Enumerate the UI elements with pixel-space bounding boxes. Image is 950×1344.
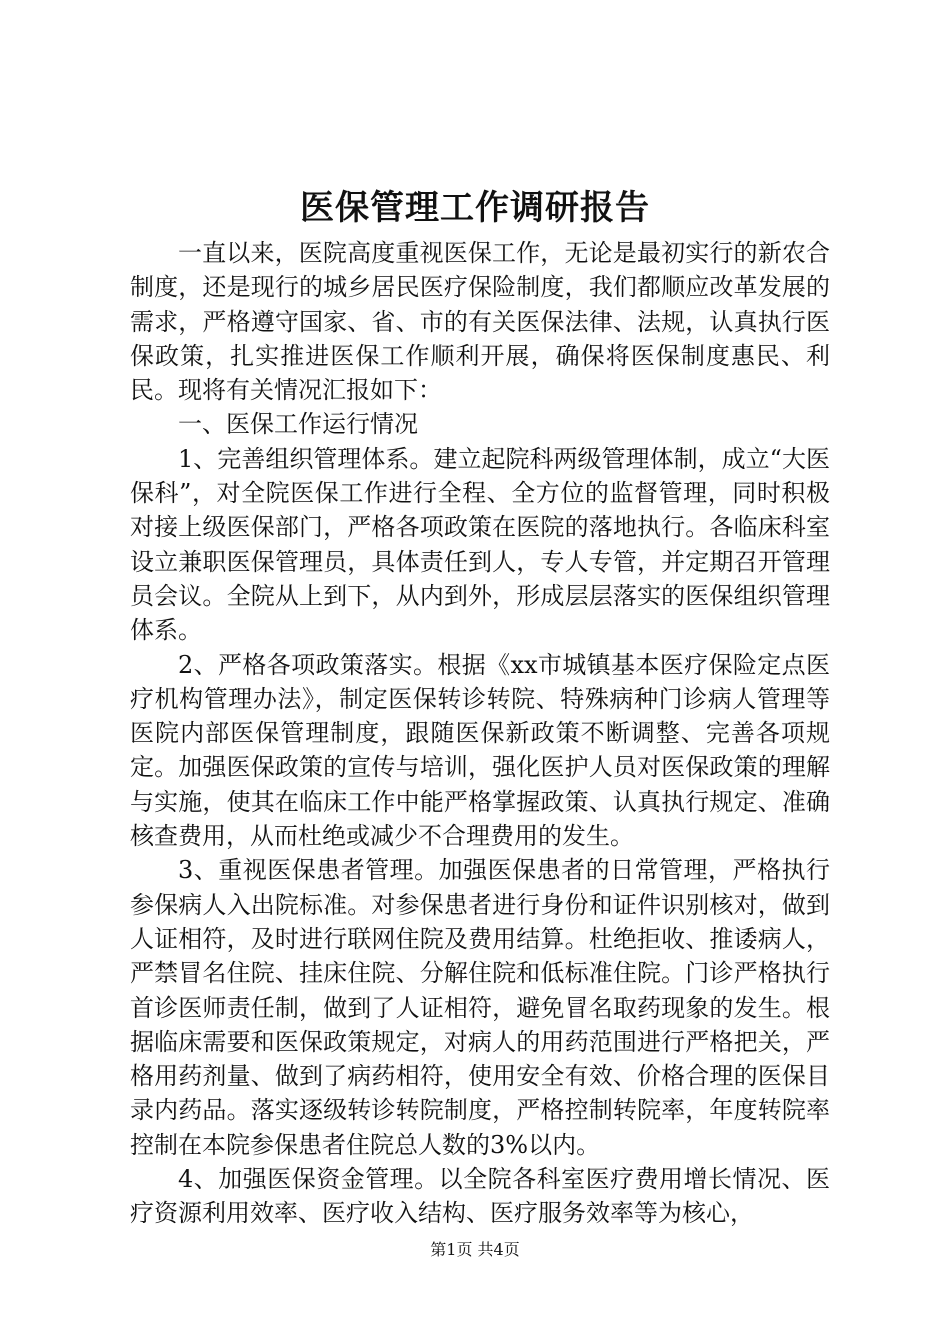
page-number-footer: 第1页 共4页: [430, 1240, 520, 1259]
document-body: [130, 236, 830, 1231]
section-heading: 一、医保工作运行情况: [178, 410, 418, 439]
paragraph-item-2: 2、严格各项政策落实。根据《xx市城镇基本医疗保险定点医疗机构管理办法》，制定医保转诊转院、特殊病种门诊病人管理等医院内部医保管理制度，跟随医保新政策不断调整、完善各项规定。加强医保政策的宣传与培训，强化医护人员对医保政策的理解与实施，使其在临床工作中能严格掌握政策、认真执行规定、准确核查费用，从而杜绝或减少不合理费用的发生。: [130, 650, 830, 851]
intro-paragraph: 一直以来，医院高度重视医保工作，无论是最初实行的新农合制度，还是现行的城乡居民医疗保险制度，我们都顺应改革发展的需求，严格遵守国家、省、市的有关医保法律、法规，认真执行医保政策，扎实推进医保工作顺利开展，确保将医保制度惠民、利民。现将有关情况汇报如下：: [130, 239, 830, 405]
paragraph-item-3: 3、重视医保患者管理。加强医保患者的日常管理，严格执行参保病人入出院标准。对参保患者进行身份和证件识别核对，做到人证相符，及时进行联网住院及费用结算。杜绝拒收、推诿病人，严禁冒名住院、挂床住院、分解住院和低标准住院。门诊严格执行首诊医师责任制，做到了人证相符，避免冒名取药现象的发生。根据临床需要和医保政策规定，对病人的用药范围进行严格把关，严格用药剂量、做到了病药相符，使用安全有效、价格合理的医保目录内药品。落实逐级转诊转院制度，严格控制转院率，年度转院率控制在本院参保患者住院总人数的3%以内。: [130, 856, 830, 1159]
paragraph-item-1: 1、完善组织管理体系。建立起院科两级管理体制，成立“大医保科”，对全院医保工作进行全程、全方位的监督管理，同时积极对接上级医保部门，严格各项政策在医院的落地执行。各临床科室设立兼职医保管理员，具体责任到人，专人专管，并定期召开管理员会议。全院从上到下，从内到外，形成层层落实的医保组织管理体系。: [130, 444, 830, 645]
document-title: 医保管理工作调研报告: [300, 188, 650, 228]
paragraph-item-4: 4、加强医保资金管理。以全院各科室医疗费用增长情况、医疗资源利用效率、医疗收入结构、医疗服务效率等为核心，: [130, 1165, 830, 1228]
